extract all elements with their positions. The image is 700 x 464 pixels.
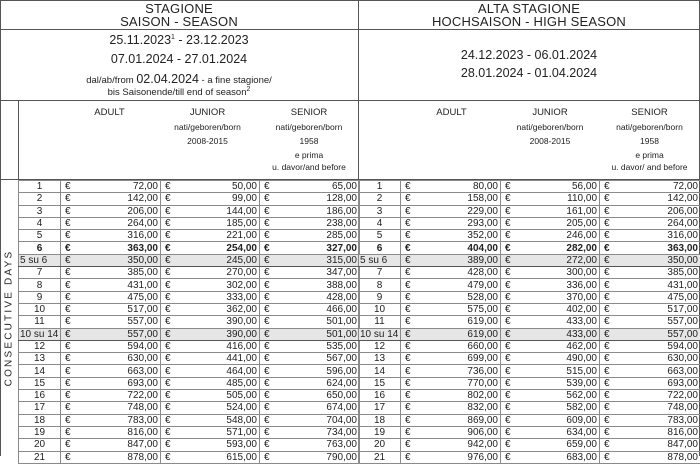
low-col-junior: JUNIOR nati/geboren/born 2008-2015 <box>160 106 255 148</box>
low-price-adult: € 264,00 <box>61 217 161 229</box>
day-count-cell: 21 <box>19 451 61 463</box>
table-row <box>19 451 360 463</box>
high-price-adult: € 660,00 <box>401 340 501 352</box>
high-price-junior: € 634,00 <box>501 426 600 438</box>
high-price-senior: € 350,00 <box>600 254 700 266</box>
day-count-cell: 14 <box>19 365 61 377</box>
table-row <box>359 439 700 451</box>
low-price-senior: € 238,00 <box>260 217 360 229</box>
high-price-adult: € 802,00 <box>401 390 501 402</box>
day-count-cell: 5 <box>359 230 401 242</box>
high-price-junior: € 161,00 <box>501 205 600 217</box>
low-price-senior: € 388,00 <box>260 279 360 291</box>
table-row <box>359 365 700 377</box>
day-count-cell: 3 <box>359 205 401 217</box>
divider-dates <box>0 100 700 101</box>
table-row <box>359 230 700 242</box>
table-row <box>359 279 700 291</box>
low-price-senior: € 128,00 <box>260 193 360 205</box>
high-price-adult: € 736,00 <box>401 365 501 377</box>
table-row <box>19 242 360 254</box>
high-price-adult: € 832,00 <box>401 402 501 414</box>
high-season-title-1: ALTA STAGIONE <box>359 2 699 16</box>
table-row <box>359 328 700 340</box>
low-price-junior: € 302,00 <box>161 279 260 291</box>
low-price-senior: € 763,00 <box>260 439 360 451</box>
low-price-junior: € 144,00 <box>161 205 260 217</box>
table-row <box>19 377 360 389</box>
day-count-cell: 5 <box>19 230 61 242</box>
high-price-junior: € 402,00 <box>501 303 600 315</box>
low-price-senior: € 501,00 <box>260 316 360 328</box>
day-count-cell: 10 su 14 <box>359 328 401 340</box>
low-season-title-1: STAGIONE <box>0 2 358 16</box>
day-count-cell: 1 <box>359 181 401 193</box>
high-price-junior: € 462,00 <box>501 340 600 352</box>
high-price-senior: € 72,00 <box>600 181 700 193</box>
day-count-cell: 1 <box>19 181 61 193</box>
day-count-cell: 7 <box>359 267 401 279</box>
low-price-junior: € 416,00 <box>161 340 260 352</box>
table-row <box>19 291 360 303</box>
high-price-adult: € 428,00 <box>401 267 501 279</box>
low-price-senior: € 704,00 <box>260 414 360 426</box>
table-row <box>359 303 700 315</box>
table-row <box>359 217 700 229</box>
low-price-adult: € 517,00 <box>61 303 161 315</box>
day-count-cell: 6 <box>19 242 61 254</box>
day-count-cell: 5 su 6 <box>19 254 61 266</box>
table-row <box>359 181 700 193</box>
day-count-cell: 9 <box>19 291 61 303</box>
high-price-senior: € 557,00 <box>600 316 700 328</box>
low-price-junior: € 505,00 <box>161 390 260 402</box>
day-count-cell: 17 <box>359 402 401 414</box>
day-count-cell: 2 <box>359 193 401 205</box>
table-row <box>359 402 700 414</box>
low-price-junior: € 464,00 <box>161 365 260 377</box>
high-price-adult: € 619,00 <box>401 316 501 328</box>
high-price-senior: € 783,00 <box>600 414 700 426</box>
low-price-junior: € 333,00 <box>161 291 260 303</box>
table-row <box>19 402 360 414</box>
low-col-adult: ADULT <box>62 106 157 120</box>
low-price-adult: € 557,00 <box>61 328 161 340</box>
high-price-senior: € 748,00 <box>600 402 700 414</box>
table-row <box>19 328 360 340</box>
table-row <box>19 303 360 315</box>
table-row <box>359 205 700 217</box>
low-price-adult: € 557,00 <box>61 316 161 328</box>
high-price-junior: € 539,00 <box>501 377 600 389</box>
day-count-cell: 19 <box>359 426 401 438</box>
high-price-junior: € 336,00 <box>501 279 600 291</box>
day-count-cell: 15 <box>19 377 61 389</box>
table-row <box>19 279 360 291</box>
low-price-junior: € 254,00 <box>161 242 260 254</box>
high-price-adult: € 699,00 <box>401 353 501 365</box>
day-count-cell: 18 <box>359 414 401 426</box>
divider-top <box>0 0 700 1</box>
low-price-adult: € 385,00 <box>61 267 161 279</box>
high-price-adult: € 80,00 <box>401 181 501 193</box>
day-count-cell: 4 <box>19 217 61 229</box>
high-price-junior: € 433,00 <box>501 316 600 328</box>
high-price-adult: € 869,00 <box>401 414 501 426</box>
table-row <box>19 217 360 229</box>
high-price-junior: € 110,00 <box>501 193 600 205</box>
high-price-senior: € 316,00 <box>600 230 700 242</box>
day-count-cell: 9 <box>359 291 401 303</box>
table-row <box>359 451 700 463</box>
high-price-adult: € 352,00 <box>401 230 501 242</box>
low-col-senior: SENIOR nati/geboren/born 1958 e prima u. davor/and before <box>260 106 358 172</box>
high-price-adult: € 575,00 <box>401 303 501 315</box>
table-row <box>19 193 360 205</box>
low-price-senior: € 535,00 <box>260 340 360 352</box>
high-price-adult: € 158,00 <box>401 193 501 205</box>
high-price-junior: € 659,00 <box>501 439 600 451</box>
day-count-cell: 20 <box>19 439 61 451</box>
high-price-senior: € 878,00 <box>600 451 700 463</box>
day-count-cell: 2 <box>19 193 61 205</box>
low-price-adult: € 594,00 <box>61 340 161 352</box>
low-price-junior: € 485,00 <box>161 377 260 389</box>
high-col-junior: JUNIOR nati/geboren/born 2008-2015 <box>502 106 598 148</box>
low-price-junior: € 245,00 <box>161 254 260 266</box>
consecutive-days-label: CONSECUTIVE DAYS <box>0 180 18 456</box>
low-price-junior: € 571,00 <box>161 426 260 438</box>
high-price-senior: € 630,00 <box>600 353 700 365</box>
table-row <box>19 181 360 193</box>
high-price-junior: € 562,00 <box>501 390 600 402</box>
day-count-cell: 11 <box>359 316 401 328</box>
low-price-senior: € 596,00 <box>260 365 360 377</box>
day-count-cell: 17 <box>19 402 61 414</box>
low-season-title-2: SAISON - SEASON <box>0 15 358 29</box>
table-row <box>19 316 360 328</box>
low-price-senior: € 624,00 <box>260 377 360 389</box>
day-count-cell: 21 <box>359 451 401 463</box>
low-price-junior: € 593,00 <box>161 439 260 451</box>
table-row <box>19 353 360 365</box>
low-price-senior: € 790,00 <box>260 451 360 463</box>
table-row <box>19 267 360 279</box>
day-count-cell: 18 <box>19 414 61 426</box>
table-row <box>359 291 700 303</box>
low-price-senior: € 315,00 <box>260 254 360 266</box>
low-price-senior: € 466,00 <box>260 303 360 315</box>
low-price-adult: € 316,00 <box>61 230 161 242</box>
day-count-cell: 12 <box>19 340 61 352</box>
high-price-adult: € 942,00 <box>401 439 501 451</box>
low-price-adult: € 816,00 <box>61 426 161 438</box>
table-row <box>359 316 700 328</box>
low-price-adult: € 748,00 <box>61 402 161 414</box>
high-price-adult: € 389,00 <box>401 254 501 266</box>
day-count-cell: 4 <box>359 217 401 229</box>
high-price-junior: € 370,00 <box>501 291 600 303</box>
high-price-junior: € 609,00 <box>501 414 600 426</box>
low-price-junior: € 50,00 <box>161 181 260 193</box>
table-row <box>359 426 700 438</box>
low-price-senior: € 650,00 <box>260 390 360 402</box>
low-price-junior: € 548,00 <box>161 414 260 426</box>
table-row <box>359 414 700 426</box>
low-price-senior: € 285,00 <box>260 230 360 242</box>
low-price-junior: € 99,00 <box>161 193 260 205</box>
low-price-adult: € 431,00 <box>61 279 161 291</box>
high-price-senior: € 475,00 <box>600 291 700 303</box>
high-price-adult: € 770,00 <box>401 377 501 389</box>
high-price-junior: € 515,00 <box>501 365 600 377</box>
low-price-adult: € 663,00 <box>61 365 161 377</box>
high-price-senior: € 816,00 <box>600 426 700 438</box>
low-price-junior: € 390,00 <box>161 316 260 328</box>
low-price-junior: € 362,00 <box>161 303 260 315</box>
day-count-cell: 14 <box>359 365 401 377</box>
high-price-adult: € 229,00 <box>401 205 501 217</box>
low-price-adult: € 783,00 <box>61 414 161 426</box>
low-price-senior: € 674,00 <box>260 402 360 414</box>
day-count-cell: 7 <box>19 267 61 279</box>
table-row <box>19 365 360 377</box>
high-col-adult: ADULT <box>404 106 499 120</box>
high-price-junior: € 300,00 <box>501 267 600 279</box>
day-count-cell: 19 <box>19 426 61 438</box>
high-price-senior: € 264,00 <box>600 217 700 229</box>
high-price-adult: € 293,00 <box>401 217 501 229</box>
low-price-adult: € 630,00 <box>61 353 161 365</box>
low-price-adult: € 206,00 <box>61 205 161 217</box>
day-count-cell: 5 su 6 <box>359 254 401 266</box>
high-price-senior: € 722,00 <box>600 390 700 402</box>
day-count-cell: 10 <box>359 303 401 315</box>
low-price-senior: € 734,00 <box>260 426 360 438</box>
low-price-adult: € 847,00 <box>61 439 161 451</box>
day-count-cell: 6 <box>359 242 401 254</box>
low-price-adult: € 475,00 <box>61 291 161 303</box>
low-price-junior: € 185,00 <box>161 217 260 229</box>
high-price-adult: € 479,00 <box>401 279 501 291</box>
high-price-junior: € 205,00 <box>501 217 600 229</box>
table-row <box>19 254 360 266</box>
table-row <box>359 353 700 365</box>
low-price-senior: € 65,00 <box>260 181 360 193</box>
high-price-senior: € 693,00 <box>600 377 700 389</box>
high-price-senior: € 142,00 <box>600 193 700 205</box>
low-price-junior: € 615,00 <box>161 451 260 463</box>
high-price-senior: € 385,00 <box>600 267 700 279</box>
high-price-junior: € 272,00 <box>501 254 600 266</box>
table-row <box>359 267 700 279</box>
high-price-junior: € 282,00 <box>501 242 600 254</box>
day-count-cell: 8 <box>19 279 61 291</box>
low-price-senior: € 347,00 <box>260 267 360 279</box>
low-price-adult: € 142,00 <box>61 193 161 205</box>
table-row <box>359 193 700 205</box>
day-count-cell: 10 su 14 <box>19 328 61 340</box>
low-season-date-1: 25.11.2023$^1$ - 23.12.2023 <box>0 33 358 47</box>
table-row <box>359 390 700 402</box>
low-season-date-3: dal/ab/from 02.04.2024 - a fine stagione/ <box>0 70 358 88</box>
low-price-junior: € 270,00 <box>161 267 260 279</box>
low-price-senior: € 567,00 <box>260 353 360 365</box>
high-col-senior: SENIOR nati/geboren/born 1958 e prima u. davor/ and before <box>600 106 699 172</box>
day-count-cell: 15 <box>359 377 401 389</box>
high-price-senior: € 847,00 <box>600 439 700 451</box>
high-price-senior: € 363,00 <box>600 242 700 254</box>
table-row <box>19 439 360 451</box>
low-price-adult: € 363,00 <box>61 242 161 254</box>
low-price-senior: € 327,00 <box>260 242 360 254</box>
low-price-junior: € 441,00 <box>161 353 260 365</box>
day-count-cell: 3 <box>19 205 61 217</box>
low-price-adult: € 350,00 <box>61 254 161 266</box>
high-price-senior: € 517,00 <box>600 303 700 315</box>
day-count-cell: 11 <box>19 316 61 328</box>
low-price-senior: € 428,00 <box>260 291 360 303</box>
high-price-adult: € 528,00 <box>401 291 501 303</box>
low-price-adult: € 878,00 <box>61 451 161 463</box>
day-count-cell: 12 <box>359 340 401 352</box>
divider-title <box>0 29 700 30</box>
low-price-adult: € 72,00 <box>61 181 161 193</box>
low-season-date-4: bis Saisonende/till end of season$^2$ <box>0 86 358 98</box>
low-price-adult: € 693,00 <box>61 377 161 389</box>
high-price-adult: € 404,00 <box>401 242 501 254</box>
high-price-junior: € 683,00 <box>501 451 600 463</box>
high-season-price-table <box>358 180 700 464</box>
table-row <box>359 254 700 266</box>
table-row <box>19 426 360 438</box>
low-price-senior: € 186,00 <box>260 205 360 217</box>
high-season-date-2: 28.01.2024 - 01.04.2024 <box>359 66 699 80</box>
low-price-adult: € 722,00 <box>61 390 161 402</box>
high-season-date-1: 24.12.2023 - 06.01.2024 <box>359 48 699 62</box>
low-season-price-table <box>18 180 360 464</box>
high-price-junior: € 56,00 <box>501 181 600 193</box>
day-count-cell: 16 <box>359 390 401 402</box>
table-row <box>19 340 360 352</box>
high-price-senior: € 431,00 <box>600 279 700 291</box>
table-row <box>359 340 700 352</box>
high-price-senior: € 663,00 <box>600 365 700 377</box>
table-row <box>19 205 360 217</box>
high-price-junior: € 433,00 <box>501 328 600 340</box>
low-price-senior: € 501,00 <box>260 328 360 340</box>
day-count-cell: 10 <box>19 303 61 315</box>
table-row <box>19 230 360 242</box>
low-price-junior: € 524,00 <box>161 402 260 414</box>
low-season-date-2: 07.01.2024 - 27.01.2024 <box>0 52 358 66</box>
day-count-cell: 16 <box>19 390 61 402</box>
high-price-adult: € 619,00 <box>401 328 501 340</box>
high-price-junior: € 246,00 <box>501 230 600 242</box>
day-count-cell: 20 <box>359 439 401 451</box>
high-price-junior: € 582,00 <box>501 402 600 414</box>
high-price-junior: € 490,00 <box>501 353 600 365</box>
table-row <box>359 242 700 254</box>
day-count-cell: 8 <box>359 279 401 291</box>
low-price-junior: € 221,00 <box>161 230 260 242</box>
high-price-senior: € 557,00 <box>600 328 700 340</box>
high-price-adult: € 976,00 <box>401 451 501 463</box>
high-season-title-2: HOCHSAISON - HIGH SEASON <box>359 15 699 29</box>
low-price-junior: € 390,00 <box>161 328 260 340</box>
high-price-senior: € 206,00 <box>600 205 700 217</box>
high-price-senior: € 594,00 <box>600 340 700 352</box>
high-price-adult: € 906,00 <box>401 426 501 438</box>
table-row <box>359 377 700 389</box>
table-row <box>19 390 360 402</box>
day-count-cell: 13 <box>359 353 401 365</box>
day-count-cell: 13 <box>19 353 61 365</box>
table-row <box>19 414 360 426</box>
